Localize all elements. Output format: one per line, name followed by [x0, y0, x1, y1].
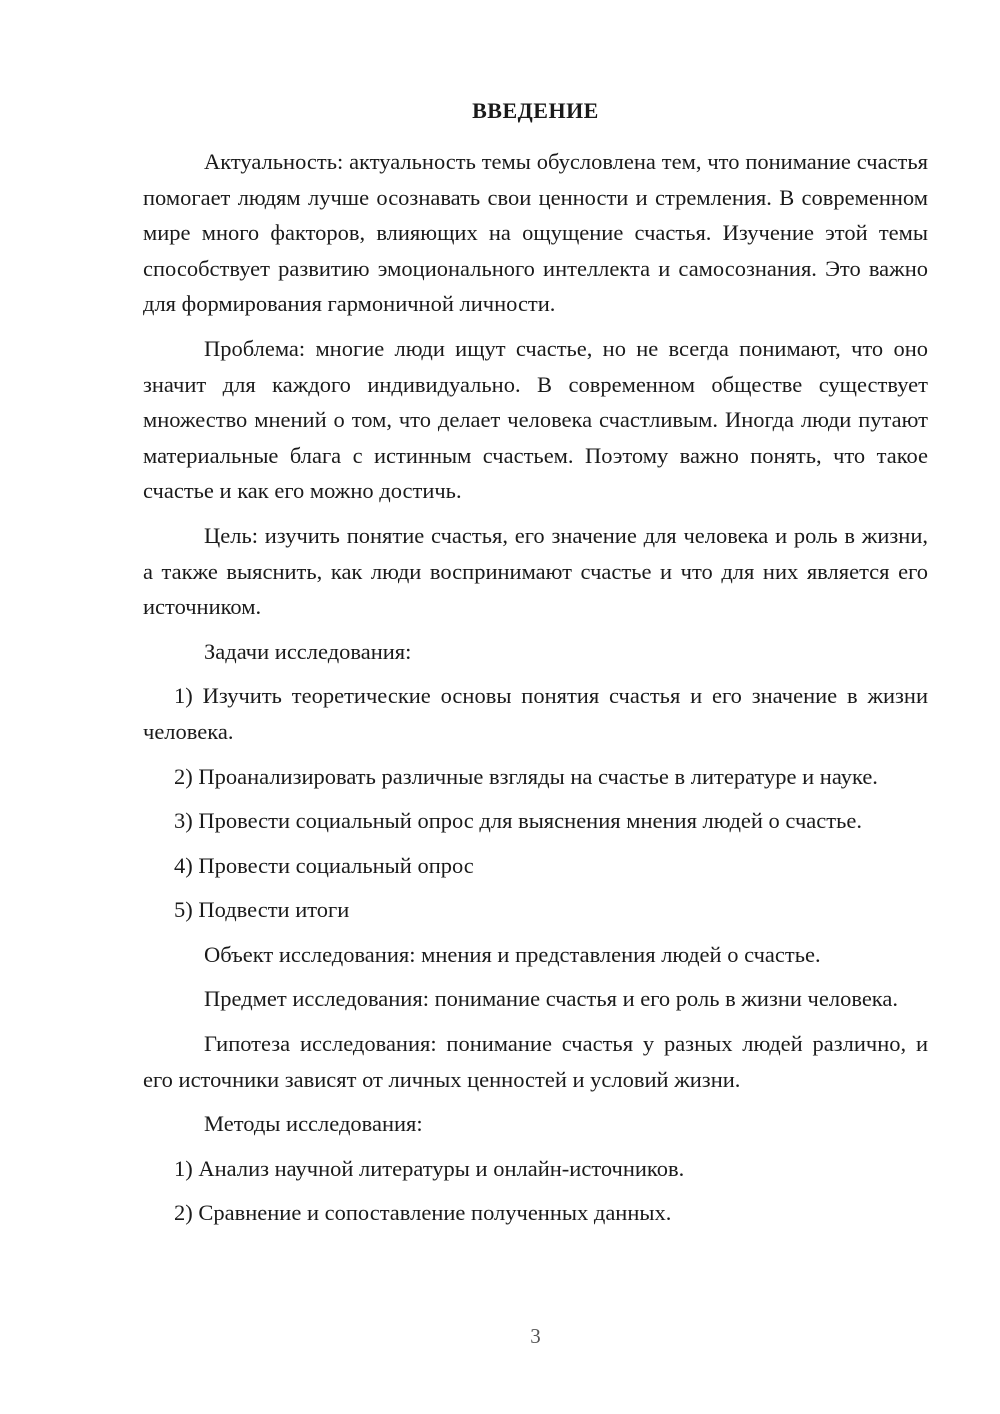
methods-heading: Методы исследования: — [204, 1111, 423, 1137]
task-item: 2) Проанализировать различные взгляды на счастье в литературе и науке. — [174, 763, 878, 789]
method-item: 1) Анализ научной литературы и онлайн-источников. — [174, 1155, 685, 1181]
task-item: 1) Изучить теоретические основы понятия счастья и его значение в жизни человека. — [143, 683, 928, 744]
section-title: ВВЕДЕНИЕ — [472, 98, 599, 123]
goal-paragraph: Цель: изучить понятие счастья, его значение для человека и роль в жизни, а также выяснить, как люди воспринимают счастье и что для них является его источником. — [143, 522, 928, 620]
tasks-heading: Задачи исследования: — [204, 638, 412, 664]
task-item: 3) Провести социальный опрос для выяснения мнения людей о счастье. — [174, 808, 862, 834]
method-item: 2) Сравнение и сопоставление полученных данных. — [174, 1200, 672, 1226]
hypothesis-paragraph: Гипотеза исследования: понимание счастья у разных людей различно, и его источники зависят от личных ценностей и условий жизни. — [143, 1031, 928, 1092]
page-number: 3 — [530, 1324, 541, 1348]
object-paragraph: Объект исследования: мнения и представления людей о счастье. — [204, 941, 821, 967]
document-page — [143, 0, 928, 1414]
task-item: 4) Провести социальный опрос — [174, 852, 474, 878]
problem-paragraph: Проблема: многие люди ищут счастье, но не всегда понимают, что оно значит для каждого индивидуально. В современном обществе существует множество мнений о том, что делает человека счастливым. Иногда люди путают материальные блага с истинным счастьем. Поэтому важно понять, что такое счастье и как его можно достичь. — [143, 335, 928, 504]
subject-paragraph: Предмет исследования: понимание счастья и его роль в жизни человека. — [204, 986, 899, 1012]
relevance-paragraph: Актуальность: актуальность темы обусловлена тем, что понимание счастья помогает людям лучше осознавать свои ценности и стремления. В современном мире много факторов, влияющих на ощущение счастья. Изучение этой темы способствует развитию эмоционального интеллекта и самосознания. Это важно для формирования гармоничной личности. — [143, 149, 928, 317]
body-text — [143, 144, 928, 1240]
task-item: 5) Подвести итоги — [174, 897, 350, 923]
